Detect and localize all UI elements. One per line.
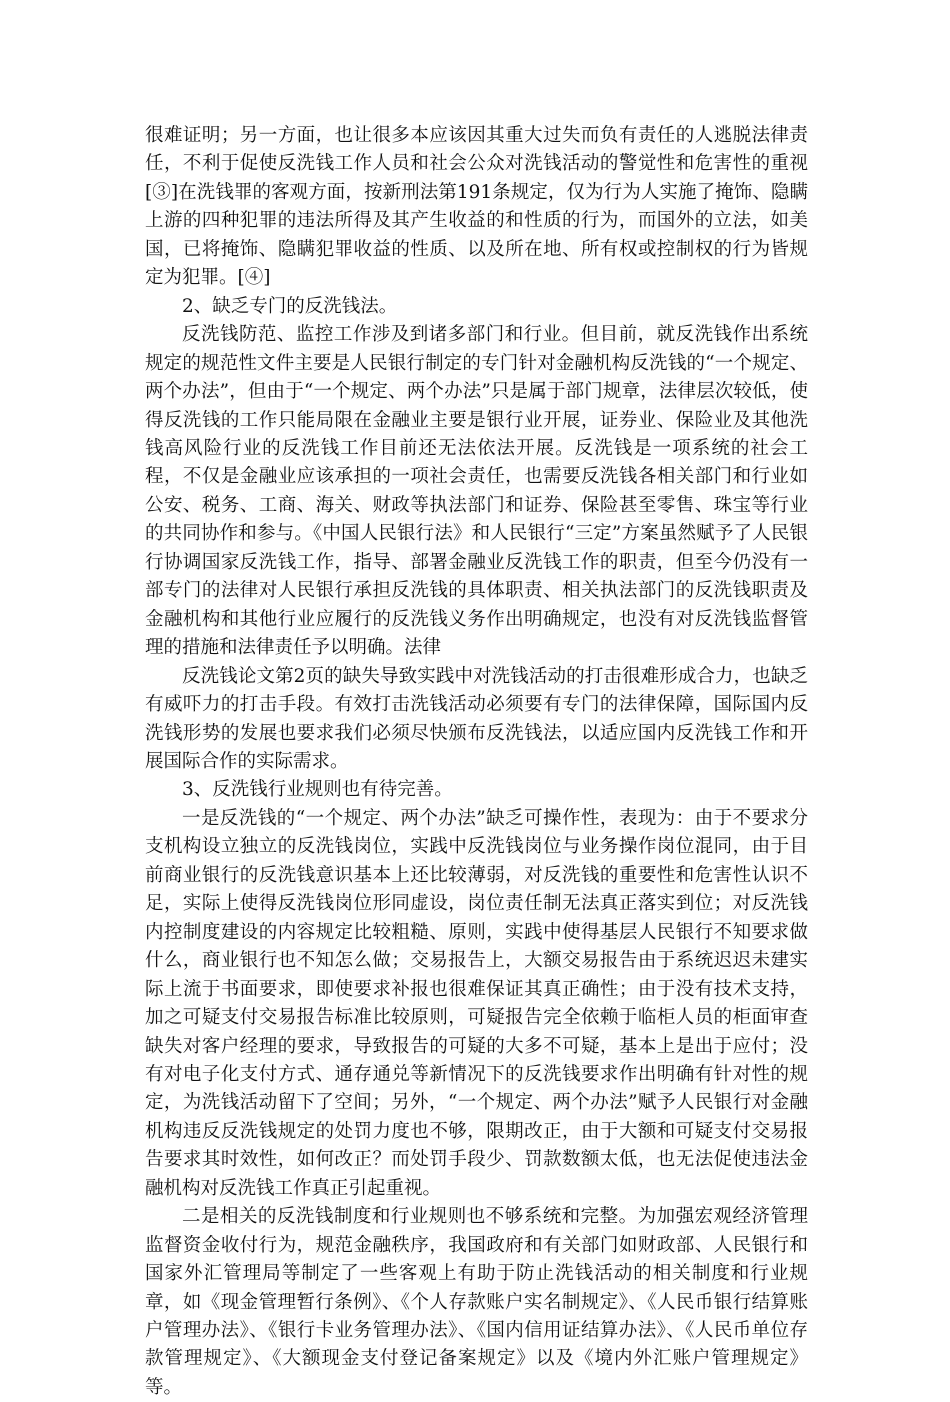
paragraph-continuation: 很难证明；另一方面，也让很多本应该因其重大过失而负有责任的人逃脱法律责任，不利于促使反洗钱工作人员和社会公众对洗钱活动的警觉性和危害性的重视[③]在洗钱罪的客观方面，按新刑法第191条规定，仅为行为人实施了掩饰、隐瞒上游的四种犯罪的违法所得及其产生收益的和性质的行为，而国外的立法，如美国，已将掩饰、隐瞒犯罪收益的性质、以及所在地、所有权或控制权的行为皆规定为犯罪。[④] [145,125,808,289]
paragraph-rules-system: 二是相关的反洗钱制度和行业规则也不够系统和完整。为加强宏观经济管理监督资金收付行为，规范金融秩序，我国政府和有关部门如财政部、人民银行和国家外汇管理局等制定了一些客观上有助于防止洗钱活动的相关制度和行业规章，如《现金管理暂行条例》、《个人存款账户实名制规定》、《人民币银行结算账户管理办法》、《银行卡业务管理办法》、《国内信用证结算办法》、《人民币单位存款管理规定》、《大额现金支付登记备案规定》以及《境内外汇账户管理规定》等。 [145,1206,808,1398]
section-heading-2: 2、缺乏专门的反洗钱法。 [182,295,398,317]
paragraph-legislation: 反洗钱防范、监控工作涉及到诸多部门和行业。但目前，就反洗钱作出系统规定的规范性文件主要是人民银行制定的专门针对金融机构反洗钱的“一个规定、两个办法”，但由于“一个规定、两个办法”只是属于部门规章，法律层次较低，使得反洗钱的工作只能局限在金融业主要是银行业开展，证券业、保险业及其他洗钱高风险行业的反洗钱工作目前还无法依法开展。反洗钱是一项系统的社会工程，不仅是金融业应该承担的一项社会责任，也需要反洗钱各相关部门和行业如公安、税务、工商、海关、财政等执法部门和证券、保险甚至零售、珠宝等行业的共同协作和参与。《中国人民银行法》和人民银行“三定”方案虽然赋予了人民银行协调国家反洗钱工作，指导、部署金融业反洗钱工作的职责，但至今仍没有一部专门的法律对人民银行承担反洗钱的具体职责、相关执法部门的反洗钱职责及金融机构和其他行业应履行的反洗钱义务作出明确规定，也没有对反洗钱监督管理的措施和法律责任予以明确。法律 [145,324,808,659]
document-page [145,122,808,1402]
paragraph-enforcement: 反洗钱论文第2页的缺失导致实践中对洗钱活动的打击很难形成合力，也缺乏有威吓力的打击手段。有效打击洗钱活动必须要有专门的法律保障，国际国内反洗钱形势的发展也要求我们必须尽快颁布反洗钱法，以适应国内反洗钱工作和开展国际合作的实际需求。 [145,665,808,772]
paragraph-rules-operability: 一是反洗钱的“一个规定、两个办法”缺乏可操作性，表现为：由于不要求分支机构设立独立的反洗钱岗位，实践中反洗钱岗位与业务操作岗位混同，由于目前商业银行的反洗钱意识基本上还比较薄弱，对反洗钱的重要性和危害性认识不足，实际上使得反洗钱岗位形同虚设，岗位责任制无法真正落实到位；对反洗钱内控制度建设的内容规定比较粗糙、原则，实践中使得基层人民银行不知要求做什么，商业银行也不知怎么做；交易报告上，大额交易报告由于系统迟迟未建实际上流于书面要求，即使要求补报也很难保证其真正确性；由于没有技术支持，加之可疑支付交易报告标准比较原则，可疑报告完全依赖于临柜人员的柜面审查缺失对客户经理的要求，导致报告的可疑的大多不可疑，基本上是出于应付；没有对电子化支付方式、通存通兑等新情况下的反洗钱要求作出明确有针对性的规定，为洗钱活动留下了空间；另外，“一个规定、两个办法”赋予人民银行对金融机构违反反洗钱规定的处罚力度也不够，限期改正，由于大额和可疑支付交易报告要求其时效性，如何改正？而处罚手段少、罚款数额太低，也无法促使违法金融机构对反洗钱工作真正引起重视。 [145,807,808,1199]
section-heading-3: 3、反洗钱行业规则也有待完善。 [182,779,453,801]
